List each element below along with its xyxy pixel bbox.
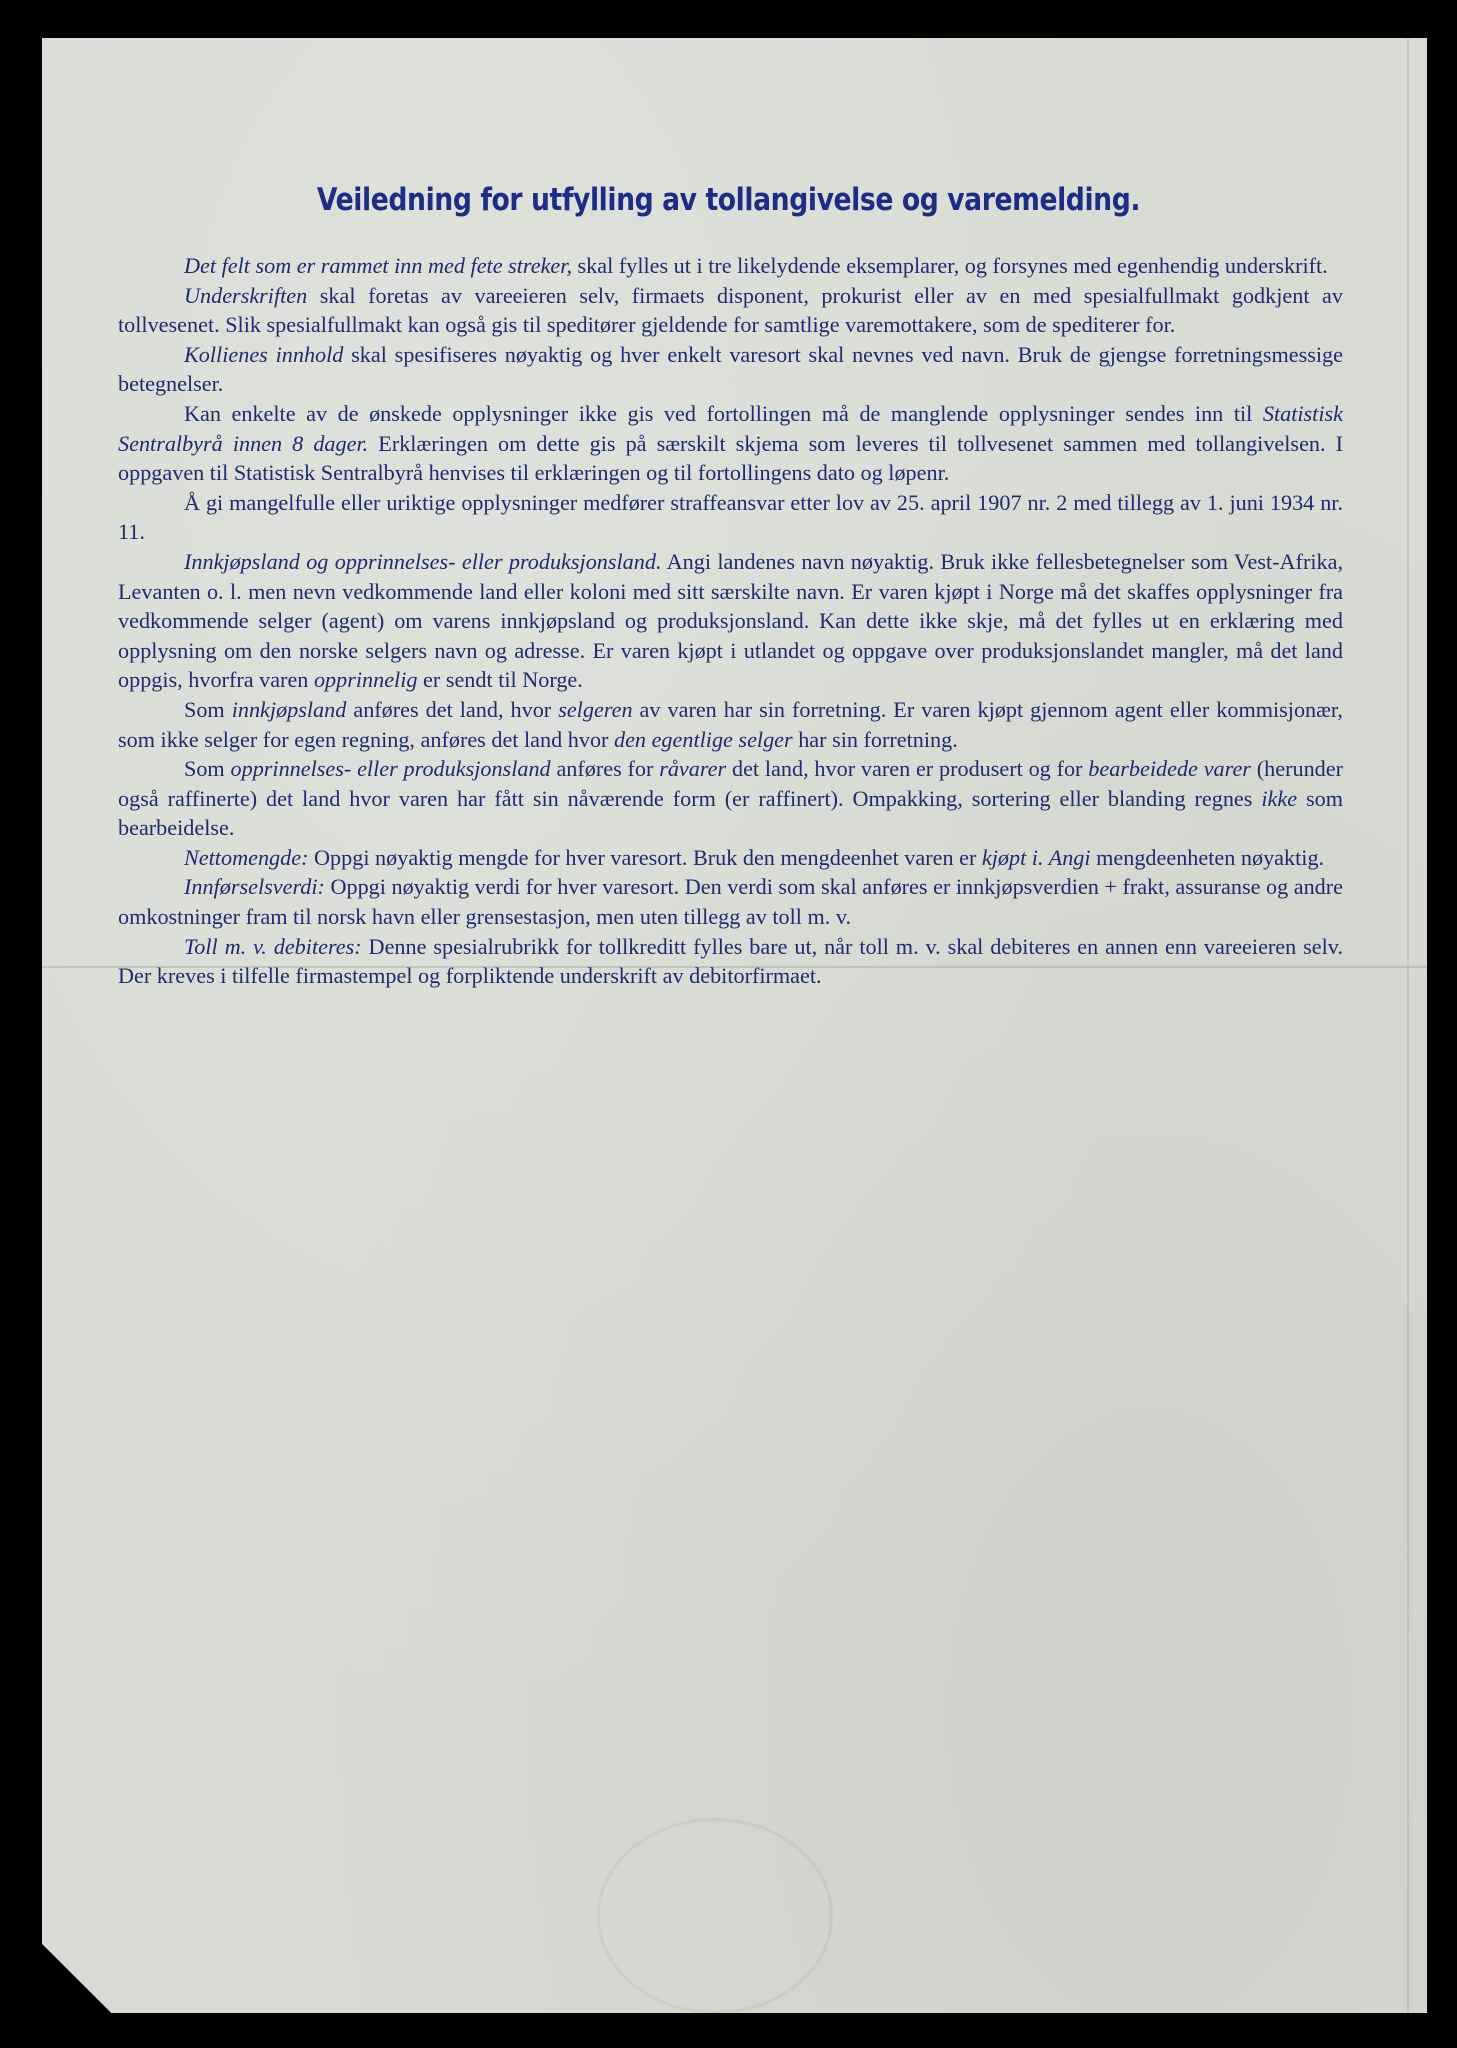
instruction-paragraph [118, 872, 1343, 931]
emphasized-term: Innførselsverdi: [184, 874, 325, 900]
emphasized-term: Statistisk Sentralbyrå innen 8 dager. [118, 400, 1343, 456]
emphasized-term: Toll m. v. debiteres: [184, 933, 362, 959]
emphasized-term: selgeren [558, 696, 633, 722]
paragraph-text: Angi landenes navn nøyaktig. Bruk ikke fellesbetegnelser som Vest-Afrika, Levanten o. l. men nevn vedkommende land eller koloni med sitt særskilte navn. Er varen kjøpt i Norge må det skaffes opplysninger fra vedkommende selger (agent) om varens innkjøpsland og produksjonsland. Kan dette ikke skje, må det fylles ut en erklæring med opplysning om den norske selgers navn og adresse. Er varen kjøpt i utlandet og oppgave over produksjonslandet mangler, må det land oppgis, hvorfra varen [118, 548, 1343, 693]
document-body [118, 251, 1343, 991]
paragraph-text: Oppgi nøyaktig mengde for hver varesort. Bruk den mengdeenhet varen er [308, 844, 982, 870]
paragraph-text: Kan enkelte av de ønskede opplysninger ikke gis ved fortollingen må de manglende opplysninger sendes inn til [184, 400, 1263, 426]
paragraph-text: anføres det land, hvor [346, 696, 559, 722]
faint-stamp-bleedthrough [597, 1818, 833, 2014]
paragraph-text: Denne spesialrubrikk for tollkreditt fylles bare ut, når toll m. v. skal debiteres en annen enn vareeieren selv. Der kreves i tilfelle firmastempel og forpliktende underskrift av debitorfirmaet. [118, 933, 1343, 989]
instruction-paragraph [118, 488, 1343, 547]
emphasized-term: innkjøpsland [231, 696, 347, 722]
paragraph-text: Å gi mangelfulle eller uriktige opplysninger medfører straffeansvar etter lov av 25. april 1907 nr. 2 med tillegg av 1. juni 1934 nr. 11. [118, 489, 1343, 545]
paragraph-text: det land, hvor varen er produsert og for [726, 756, 1089, 782]
emphasized-term: Underskriften [184, 282, 308, 308]
instruction-paragraph [118, 843, 1343, 873]
instruction-paragraph [118, 547, 1343, 695]
paragraph-text: Som [184, 756, 231, 782]
emphasized-term: Nettomengde: [184, 844, 309, 870]
paragraph-text: anføres for [550, 756, 660, 782]
paragraph-text: mengdeenheten nøyaktig. [1090, 844, 1325, 870]
instruction-paragraph [118, 932, 1343, 991]
emphasized-term: opprinnelig [313, 667, 418, 693]
emphasized-term: Det felt som er rammet inn med fete streker, [184, 253, 572, 278]
paragraph-text: (herunder også raffinerte) det land hvor varen har fått sin nåværende form (er raffinert). Ompakking, sortering eller blanding regnes [118, 756, 1343, 811]
paragraph-text: Som [184, 696, 232, 722]
paragraph-text: skal spesifiseres nøyaktig og hver enkelt varesort skal nevnes ved navn. Bruk de gjengse forretningsmessige betegnelser. [118, 341, 1343, 397]
paragraph-text: skal fylles ut i tre likelydende eksemplarer, og forsynes med egenhendig underskrift. [572, 253, 1328, 278]
emphasized-term: opprinnelses- eller produksjonsland [230, 756, 551, 782]
emphasized-term: Kollienes innhold [184, 341, 344, 367]
emphasized-term: den egentlige selger [613, 726, 793, 752]
instruction-paragraph [118, 399, 1343, 488]
paragraph-text: som bearbeidelse. [118, 785, 1343, 841]
emphasized-term: Innkjøpsland og opprinnelses- eller produksjonsland. [184, 548, 662, 574]
vertical-fold-line [1407, 38, 1409, 2013]
paragraph-text: er sendt til Norge. [417, 667, 583, 693]
instruction-paragraph [118, 754, 1343, 843]
instruction-paragraph [118, 340, 1343, 399]
emphasized-term: ikke [1261, 785, 1298, 811]
paragraph-text: Oppgi nøyaktig verdi for hver varesort. Den verdi som skal anføres er innkjøpsverdien + frakt, assuranse og andre omkostninger fram til norsk havn eller grensestasjon, men uten tillegg av toll m. v. [118, 874, 1343, 930]
paragraph-text: har sin forretning. [792, 726, 958, 752]
paragraph-text: av varen har sin forretning. Er varen kjøpt gjennom agent eller kommisjonær, som ikke selger for egen regning, anføres det land hvor [118, 696, 1343, 752]
emphasized-term: råvarer [659, 756, 727, 782]
paragraph-text: skal foretas av vareeieren selv, firmaets disponent, prokurist eller av en med spesialfullmakt godkjent av tollvesenet. Slik spesialfullmakt kan også gis til speditører gjeldende for samtlige varemottakere, som de spediterer for. [118, 282, 1343, 338]
instruction-paragraph [118, 251, 1343, 281]
emphasized-term: bearbeidede varer [1088, 756, 1251, 782]
emphasized-term: kjøpt i. Angi [981, 844, 1091, 870]
document-title: Veiledning for utfylling av tollangivelse og varemelding. [316, 182, 1141, 218]
instruction-paragraph [118, 695, 1343, 754]
paragraph-text: Erklæringen om dette gis på særskilt skjema som leveres til tollvesenet sammen med tollangivelsen. I oppgaven til Statistisk Sentralbyrå henvises til erklæringen og til fortollingens dato og løpenr. [118, 430, 1344, 486]
instruction-paragraph [118, 281, 1343, 340]
